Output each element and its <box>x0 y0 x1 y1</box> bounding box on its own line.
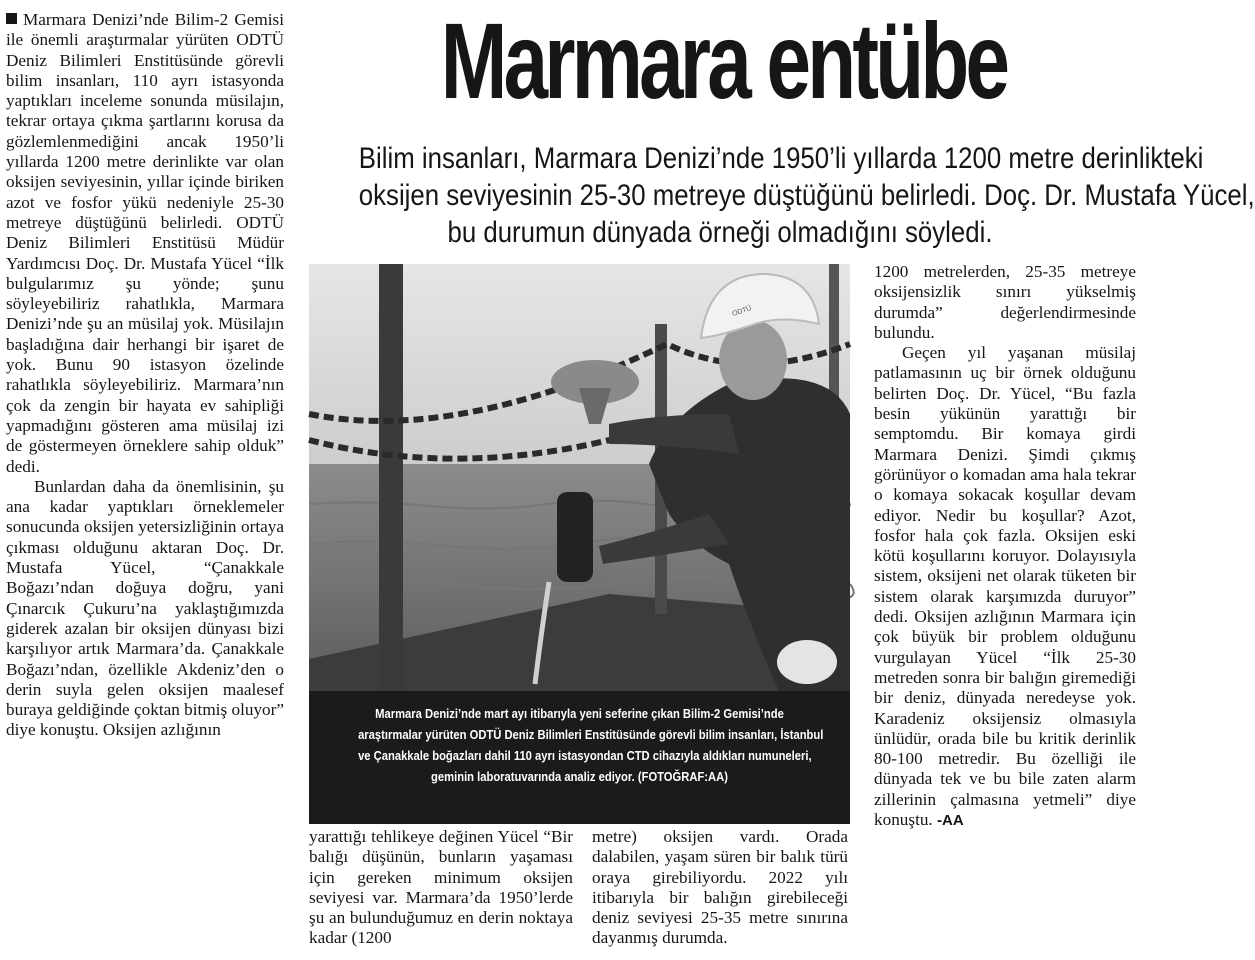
square-bullet-icon <box>6 13 17 24</box>
article-column-4 <box>874 262 1136 831</box>
rubber-boot <box>777 640 837 684</box>
column-4-paragraph-2 <box>874 343 1136 831</box>
paragraph-2: Bunlardan daha da önemlisinin, şu ana kadar yaptıkları örneklemeler sonucunda oksijen yetersizliğinin ortaya çıkması olduğunu aktaran Doç. Dr. Mustafa Yücel, “Çanakkale Boğazı’ndan doğuya doğru, yani Çınarcık Çukuru’na yaklaştığımızda giderek azalan bir oksijen dünyası bizi karşılıyor artık Marmara’da. Çanakkale Boğazı’ndan, özellikle Akdeniz’den o derin suyla gelen oksijen maalesef buraya geldiğinde çoktan bitmiş oluyor” diye konuştu. Oksijen azlığının <box>6 476 284 740</box>
column-3-text: metre) oksijen vardı. Orada dalabilen, yaşam süren bir balık türü oraya girebiliyordu. 2022 yılı itibarıyla bir balığın girebileceği deniz seviyesi 25-35 metre sınırına dayanmış durumda. <box>592 827 848 948</box>
news-photo <box>309 264 850 691</box>
helmet-label: ODTÜ <box>731 305 753 318</box>
subheadline-line-1: Bilim insanları, Marmara Denizi’nde 1950’li yıllarda 1200 metre derinlikteki <box>358 142 1204 175</box>
caption-line-2: araştırmalar yürüten ODTÜ Deniz Bilimleri Enstitüsünde görevli bilim insanları, İstanbul <box>358 727 824 742</box>
article-column-2 <box>309 827 573 949</box>
railing-post-left <box>379 264 403 691</box>
caption-line-1: Marmara Denizi’nde mart ayı itibarıyla yeni seferine çıkan Bilim-2 Gemisi’nde <box>375 706 784 721</box>
article-column-1 <box>6 10 284 741</box>
headline: Marmara entübe <box>440 0 1007 121</box>
subheadline <box>300 140 1255 251</box>
article-column-3 <box>592 827 848 949</box>
photo-caption <box>309 691 850 824</box>
column-4-paragraph-1: 1200 metrelerden, 25-35 metreye oksijensizlik sınırı yükselmiş durumda” değerlendirmesinde bulundu. <box>874 262 1136 342</box>
agency-signature: -AA <box>937 812 964 830</box>
caption-line-4: geminin laboratuvarında analiz ediyor. (FOTOĞRAF:AA) <box>431 769 728 784</box>
column-4-paragraph-2-text: Geçen yıl yaşanan müsilaj patlamasının uç bir örnek olduğunu belirten Doç. Dr. Yücel, “Bu fazla besin yükünün yarattığı bir semptomdu. Bir komaya girdi Marmara Denizi. Şimdi çıkmış görünüyor o komadan ama hala tekrar o komaya sokacak koşullar devam ediyor. Nedir bu koşullar? Azot, fosfor hala çok fazla. Oksijen eski kötü koşullarını koruyor. Dolayısıyla sistem, oksijeni net olarak tüketen bir sistem olarak karşımızda duruyor” dedi. Oksijen azlığının Marmara için çok büyük bir problem olduğunu vurgulayan Yücel “İlk 25-30 metreden sonra bir balığın giremediği bir deniz, dünyada neredeyse yok. Karadeniz oksijensiz olmasıyla ünlüdür, orada bile bu kritik derinlik 80-100 metredir. Bu özelliği ile dünyada tek ve bu bile zaten alarm zillerinin çalmasına yetmeli” diye konuştu. <box>874 343 1137 830</box>
subheadline-line-2: oksijen seviyesinin 25-30 metreye düştüğünü belirledi. Doç. Dr. Mustafa Yücel, <box>358 179 1255 212</box>
paragraph-1-text: Marmara Denizi’nde Bilim-2 Gemisi ile önemli araştırmalar yürüten ODTÜ Deniz Bilimleri Enstitüsünde görevli bilim insanları, 110 ayrı istasyonda yaptıkları inceleme sonunda müsilajın, tekrar ortaya çıkma şartlarını korusa da gözlemlenmediğini ancak 1950’li yıllarda 1200 metre derinlikte var olan oksijen seviyesinin, yıllar içinde biriken azot ve fosfor yükü nedeniyle 25-30 metreye düştüğünü belirledi. ODTÜ Deniz Bilimleri Enstitüsü Müdür Yardımcısı Doç. Dr. Mustafa Yücel “İlk bulgularımız şu yönde; şunu söyleyebiliriz rahatlıkla, Marmara Denizi’nde şu an müsilaj yok. Müsilajın başladığına dair herhangi bir işaret de yok. Bunu 90 istasyon özelinde rahatlıkla söyleyebiliriz. Marmara’nın çok da zengin bir hayata ev sahipliği yapmadığını gösteren ama müsilaj izi de göstermeyen örneklere sahip olduk” dedi. <box>6 10 284 476</box>
caption-line-3: ve Çanakkale boğazları dahil 110 ayrı istasyondan CTD cihazıyla aldıkları numuneleri, <box>358 748 812 763</box>
paragraph-1 <box>6 10 284 477</box>
sample-bottle <box>557 492 593 582</box>
column-2-text: yarattığı tehlikeye değinen Yücel “Bir balığı düşünün, bunların yaşaması için gereken minimum oksijen seviyesi var. Marmara’da 1950’lerde şu an bulunduğumuz en derin noktaya kadar (1200 <box>309 827 573 948</box>
subheadline-line-3: bu durumun dünyada örneği olmadığını söyledi. <box>447 216 993 249</box>
